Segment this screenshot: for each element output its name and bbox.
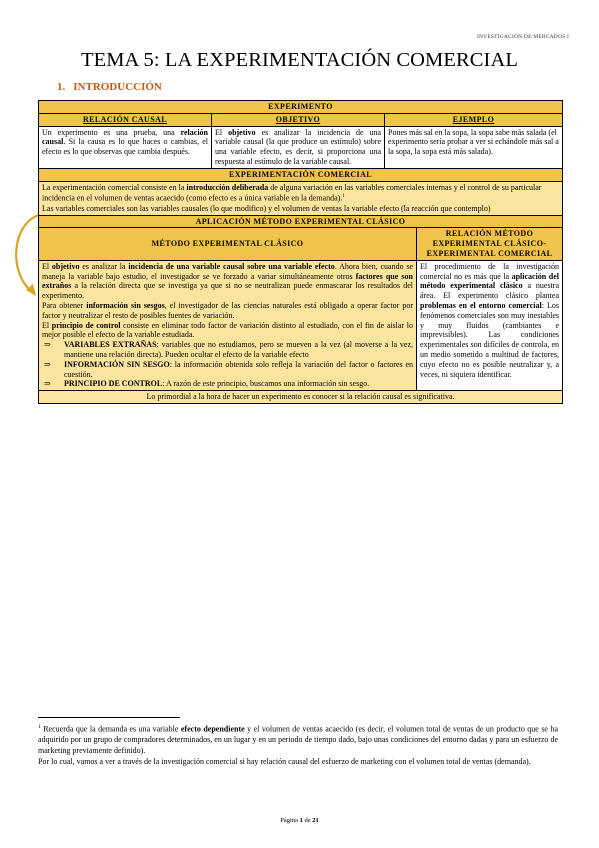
relacion-causal-heading: RELACIÓN CAUSAL <box>39 113 212 126</box>
section-heading <box>57 81 162 93</box>
relacion-metodo-cell: El procedimiento de la investigación comercial no es más que la aplicación del método experimental clásico a nuestra área. El experimento clásico plantea problemas en el entorno comercial: Los fenómenos comerciales son muy inestables y muy fluidos (cambiantes e imprevisibles). Las condiciones experimentales son difíciles de controla, en un medio sometido a multitud de factores, cuyo efecto no es posible neutralizar y, a veces, ni siquiera identificar. <box>417 260 563 390</box>
objetivo-cell: El objetivo es analizar la incidencia de una variable causal (la que produce un estímulo) sobre una variable efecto, es decir, si proporciona una respuesta al estímulo de la variable causal. <box>212 126 385 168</box>
footnote-ref[interactable]: 1 <box>342 194 345 200</box>
footnote: $^1$ Recuerda que la demanda es una variable efecto dependiente y el volumen de ventas acaecido (es decir, el volumen total de ventas de un producto que se ha adquirido por un grupo de compradores determinados, en un lugar y en un periodo de tiempo dado, bajo unas condiciones del entorno dadas y para un esfuerzo de marketing previamente definido). Por lo cual, vamos a ver a través de la investigación comercial si hay relación causal del esfuerzo de marketing con el volumen total de ventas (demanda). <box>38 724 558 767</box>
footnote-divider <box>38 717 180 718</box>
page-title: TEMA 5: LA EXPERIMENTACIÓN COMERCIAL <box>80 49 518 71</box>
concept-list <box>42 340 413 389</box>
experimentacion-heading: EXPERIMENTACIÓN COMERCIAL <box>39 168 563 181</box>
list-item: ⇒ INFORMACIÓN SIN SESGO: la información obtenida solo refleja la variación del factor o factores en cuestión. <box>44 359 414 379</box>
page-number: Página 1 de 21 <box>280 817 319 824</box>
arrow-right-icon: ⇒ <box>44 359 51 369</box>
metodo-clasico-heading: MÉTODO EXPERIMENTAL CLÁSICO <box>39 228 417 260</box>
metodo-clasico-cell: El objetivo es analizar la incidencia de una variable causal sobre una variable efecto. Ahora bien, cuando se maneja la variable bajo estudio, el investigador se ve forzado a variar simultáneamente otros factores que son extraños a la relación directa que se investiga ya que si no se neutralizan puede enmascarar los resultados del experimento. Para obtener información sin sesgos, el investigador de las ciencias naturales está obligado a operar factor por factor y neutralizar el resto de posibles fuentes de variación. El principio de control consiste en eliminar todo factor de variación distinto al estudiado, con el fin de aislar lo mejor posible el efecto de la variable estudiada. ⇒ VARIABLES EXTRAÑAS: variables que no estudiamos, pero se mueven a la vez (al moverse a la vez, mantiene una relación directa). Pueden ocultar el efecto de la variable efecto ⇒ INFORMACIÓN SIN SESGO: la información obtenida solo refleja la variación del factor o factores en cuestión. ⇒ PRINCIPIO DE CONTROL: A razón de este principio, buscamos una información sin sesgo. <box>39 260 417 390</box>
aplicacion-heading: APLICACIÓN MÉTODO EXPERIMENTAL CLÁSICO <box>39 215 563 228</box>
relacion-causal-cell: Un experimento es una prueba, una relación causal. Si la causa es lo que haces o cambias, el efecto es lo que observas que cambia después. <box>39 126 212 168</box>
experimento-heading: EXPERIMENTO <box>39 101 563 114</box>
list-item: ⇒ VARIABLES EXTRAÑAS: variables que no estudiamos, pero se mueven a la vez (al moverse a la vez, mantiene una relación directa). Pueden ocultar el efecto de la variable efecto <box>44 340 413 359</box>
arrow-right-icon: ⇒ <box>44 340 51 350</box>
list-item: ⇒ PRINCIPIO DE CONTROL: A razón de este principio, buscamos una información sin sesgo. <box>44 379 370 389</box>
ejemplo-heading: EJEMPLO <box>385 113 563 126</box>
concepts-table <box>38 100 563 404</box>
section-number: 1. <box>57 81 66 93</box>
experimentacion-cell: La experimentación comercial consiste en la introducción deliberada de alguna variación en las variables comerciales internas y el control de su particular incidencia en el volumen de ventas acaecido (como efecto es a única variable en la demanda).$^1$ Las variables comerciales son las variables causales (lo que modifico) y el volumen de ventas la variable efecto (la reacción que contemplo) <box>39 181 563 215</box>
relacion-metodo-heading: RELACIÓN MÉTODO EXPERIMENTAL CLÁSICO-EXPERIMENTAL COMERCIAL <box>417 228 563 260</box>
ejemplo-cell: Pones más sal en la sopa, la sopa sabe más salada (el experimento sería probar a ver si echándole más sal a la sopa, la sopa está más salada). <box>385 126 563 168</box>
arrow-right-icon: ⇒ <box>44 379 51 389</box>
objetivo-heading: OBJETIVO <box>212 113 385 126</box>
conclusion-cell: Lo primordial a la hora de hacer un experimento es conocer si la relación causal es significativa. <box>39 391 563 404</box>
footnote-mark: 1 <box>38 724 41 730</box>
section-label: INTRODUCCIÓN <box>73 81 162 93</box>
running-head: INVESTIGACIÓN DE MERCADOS I <box>476 34 569 40</box>
